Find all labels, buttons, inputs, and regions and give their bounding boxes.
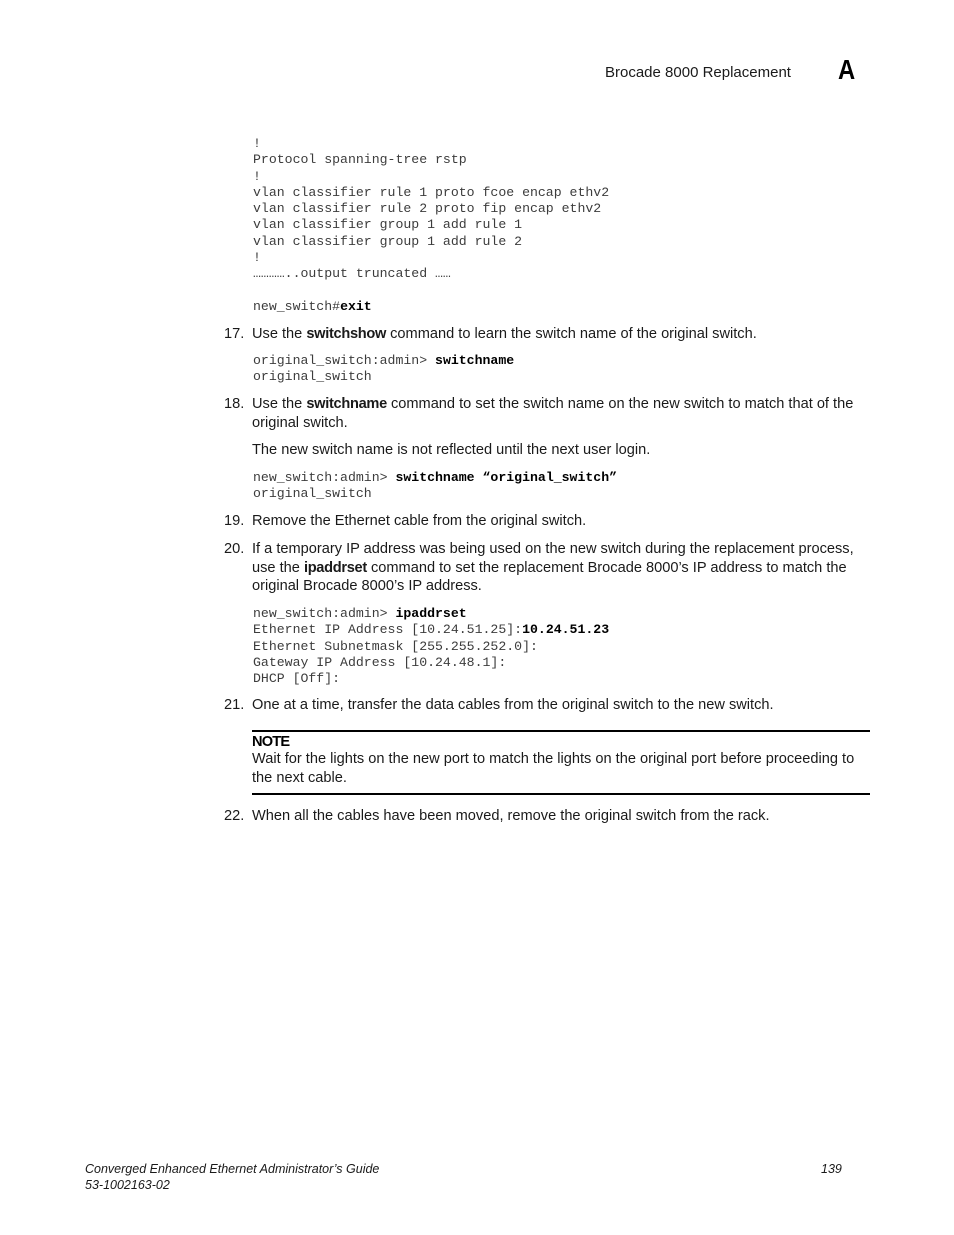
code-block-switchname-set <box>253 470 617 503</box>
code-line: Gateway IP Address [10.24.48.1]: <box>253 654 507 670</box>
appendix-letter: A <box>838 54 856 85</box>
code-line-exit <box>253 299 609 315</box>
code-line: Ethernet IP Address [10.24.51.25]:10.24.51.23 <box>253 622 610 638</box>
step-text: One at a time, transfer the data cables from the original switch to the new switch. <box>252 697 774 713</box>
code-line: new_switch:admin> ipaddrset <box>253 606 467 621</box>
step-text: Remove the Ethernet cable from the original switch. <box>252 513 587 529</box>
code-line: Ethernet Subnetmask [255.255.252.0]: <box>253 638 538 654</box>
running-header-title: Brocade 8000 Replacement <box>605 64 791 81</box>
step-text: Use the switchshow command to learn the switch name of the original switch. <box>252 326 757 342</box>
step-22 <box>224 807 869 826</box>
command-name: switchname <box>306 396 387 412</box>
command-name: ipaddrset <box>303 559 367 576</box>
note-bottom-rule <box>252 793 870 795</box>
code-line: DHCP [Off]: <box>253 671 341 687</box>
step-20 <box>224 540 869 596</box>
footer-page-number: 139 <box>821 1162 842 1176</box>
code-block-switchname-show <box>253 353 514 386</box>
footer-guide-title: Converged Enhanced Ethernet Administrator’s Guide <box>85 1162 380 1176</box>
step-18-note: The new switch name is not reflected until the next user login. <box>252 442 651 458</box>
note-label: NOTE <box>252 734 290 750</box>
code-line: vlan classifier rule 2 proto fip encap ethv2 <box>253 201 602 217</box>
note-top-rule <box>252 730 870 732</box>
code-prompt: new_switch# <box>253 298 341 314</box>
step-19 <box>224 512 869 531</box>
code-line: ! <box>253 250 261 266</box>
code-line: vlan classifier rule 1 proto fcoe encap ethv2 <box>253 184 610 200</box>
code-line: original_switch:admin> switchname <box>253 353 515 368</box>
code-command: exit <box>340 298 372 314</box>
step-text: When all the cables have been moved, remove the original switch from the rack. <box>252 808 770 824</box>
step-number: 19. <box>224 513 245 529</box>
code-block-config <box>253 136 609 315</box>
code-line: vlan classifier group 1 add rule 2 <box>253 233 523 249</box>
code-block-ipaddrset <box>253 606 609 687</box>
step-number: 22. <box>224 808 245 824</box>
code-line: …………..output truncated …… <box>253 266 451 282</box>
code-line: new_switch:admin> switchname “original_switch” <box>253 470 618 485</box>
code-line: original_switch <box>253 486 372 502</box>
step-text: Use the switchname command to set the switch name on the new switch to match that of the original switch. <box>252 396 854 431</box>
step-text: If a temporary IP address was being used on the new switch during the replacement process, use the ipaddrset command to set the replacement Brocade 8000’s IP address to match the original Brocade 8000’s IP address. <box>252 541 854 594</box>
code-line: vlan classifier group 1 add rule 1 <box>253 217 523 233</box>
code-line: ! <box>253 168 261 184</box>
command-name: switchshow <box>306 326 387 342</box>
step-17 <box>224 325 869 344</box>
step-number: 20. <box>224 541 245 557</box>
footer-doc-number: 53-1002163-02 <box>85 1178 170 1192</box>
step-21 <box>224 696 869 715</box>
step-18 <box>224 395 869 432</box>
note-text: Wait for the lights on the new port to match the lights on the original port before proceeding to the next cable. <box>252 751 855 786</box>
step-number: 18. <box>224 396 245 412</box>
step-number: 17. <box>224 326 245 342</box>
code-line: ! <box>253 136 261 151</box>
step-number: 21. <box>224 697 245 713</box>
code-line: original_switch <box>253 369 372 385</box>
code-line: Protocol spanning-tree rstp <box>253 152 467 168</box>
